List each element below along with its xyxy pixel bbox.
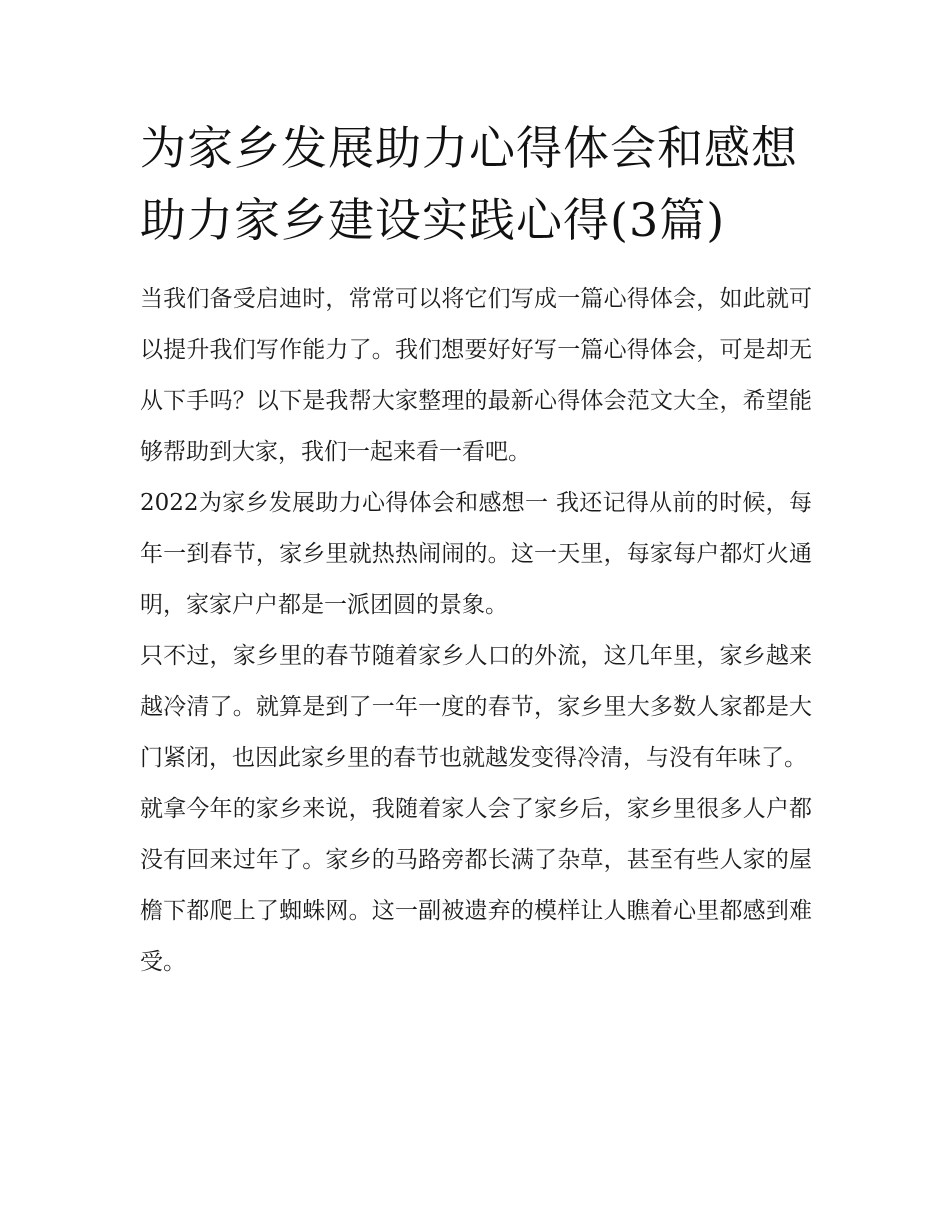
paragraph-section-one: 2022为家乡发展助力心得体会和感想一 我还记得从前的时候，每年一到春节，家乡里就热热闹闹的。这一天里，每家每户都灯火通明，家家户户都是一派团圆的景象。 <box>140 490 812 618</box>
document-body <box>140 112 812 988</box>
paragraph-spring-festival: 只不过，家乡里的春节随着家乡人口的外流，这几年里，家乡越来越冷清了。就算是到了一年一度的春节，家乡里大多数人家都是大门紧闭，也因此家乡里的春节也就越发变得冷清，与没有年味了。 <box>140 643 812 771</box>
document-title: 为家乡发展助力心得体会和感想 助力家乡建设实践心得(3篇) <box>140 121 798 247</box>
paragraph-this-year: 就拿今年的家乡来说，我随着家人会了家乡后，家乡里很多人户都没有回来过年了。家乡的马路旁都长满了杂草，甚至有些人家的屋檐下都爬上了蜘蛛网。这一副被遗弃的模样让人瞧着心里都感到难受。 <box>140 796 812 975</box>
paragraph-intro: 当我们备受启迪时，常常可以将它们写成一篇心得体会，如此就可以提升我们写作能力了。我们想要好好写一篇心得体会，可是却无从下手吗？以下是我帮大家整理的最新心得体会范文大全，希望能够帮助到大家，我们一起来看一看吧。 <box>140 286 812 465</box>
